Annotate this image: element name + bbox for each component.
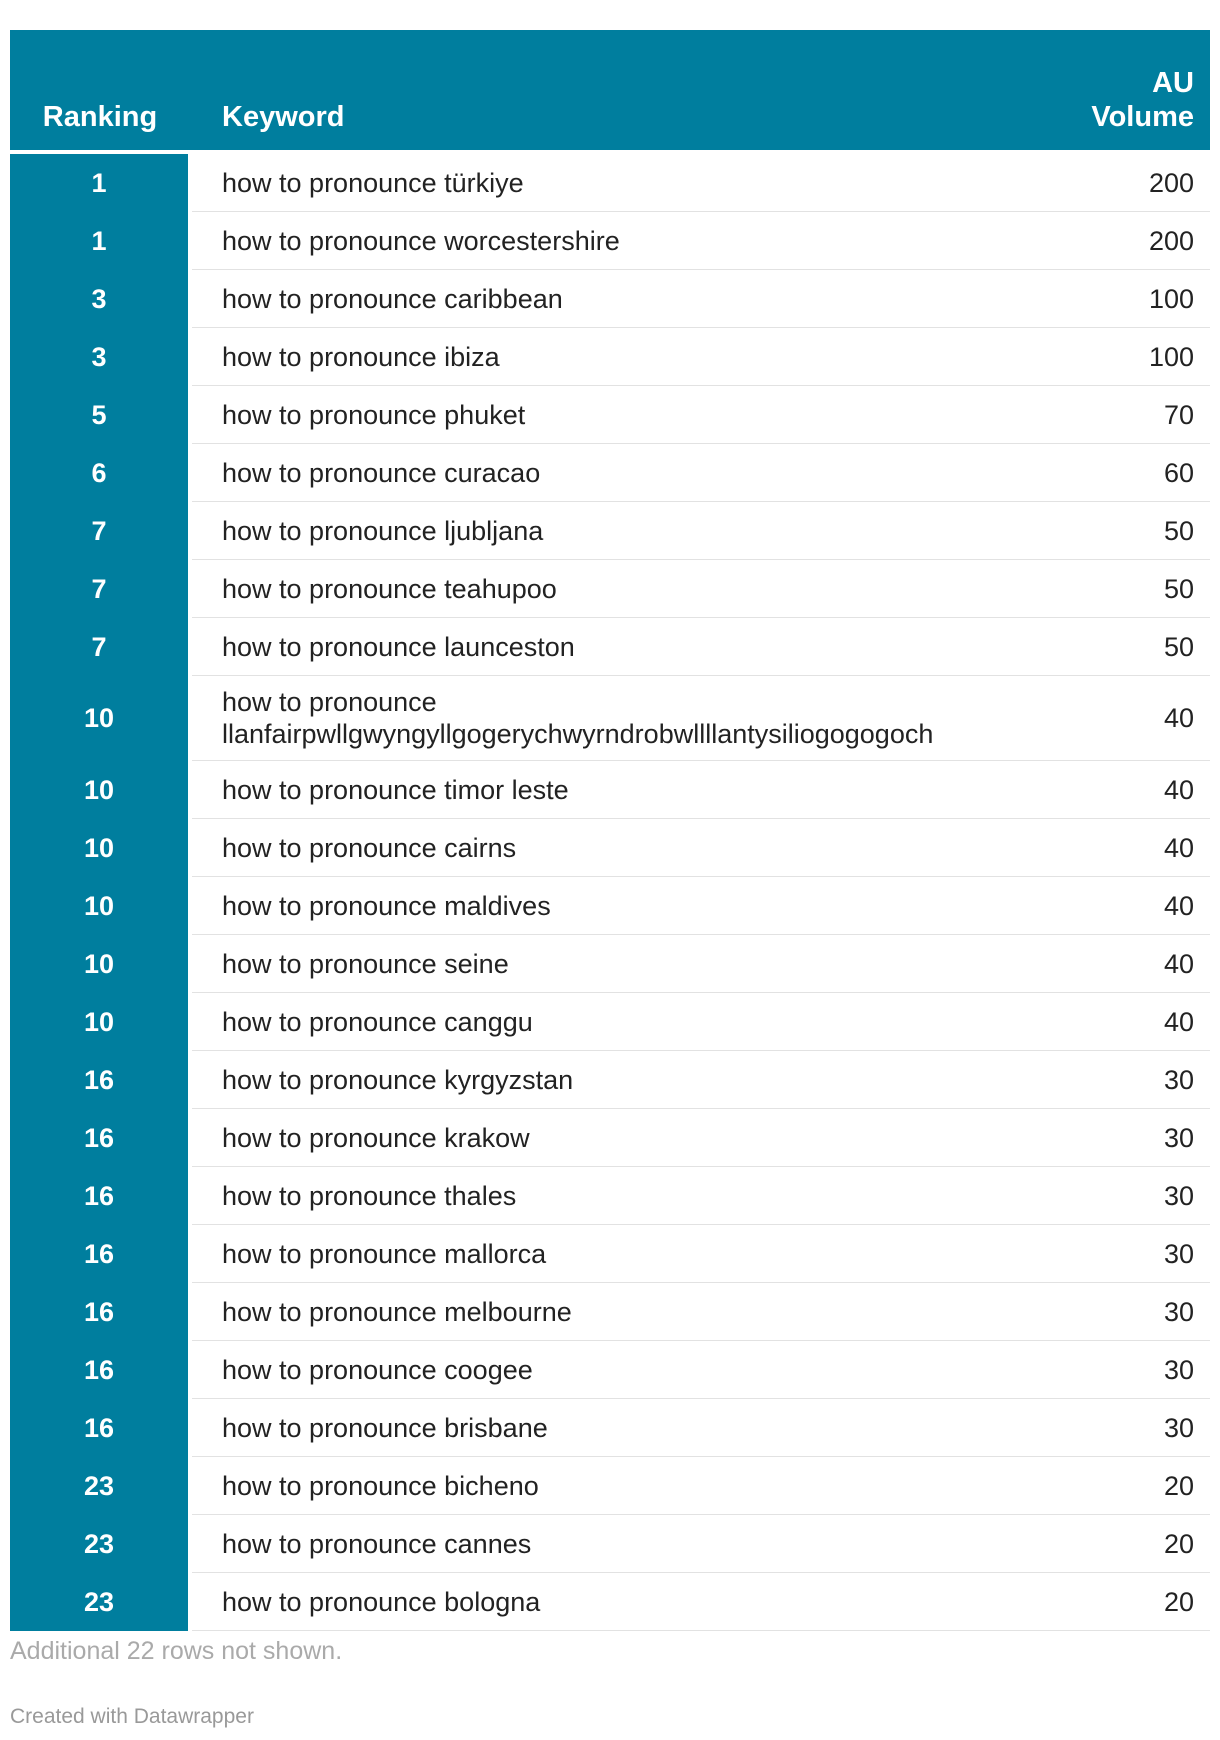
keyword-cell: how to pronounce thales xyxy=(190,1167,1040,1225)
table-row xyxy=(10,1457,1210,1515)
volume-cell: 20 xyxy=(1040,1573,1210,1631)
keyword-cell: how to pronounce caribbean xyxy=(190,270,1040,328)
keyword-cell: how to pronounce bicheno xyxy=(190,1457,1040,1515)
volume-cell: 100 xyxy=(1040,328,1210,386)
keyword-cell: how to pronounce teahupoo xyxy=(190,560,1040,618)
table-header xyxy=(10,30,1210,152)
rank-cell: 10 xyxy=(10,935,190,993)
keyword-cell: how to pronounce maldives xyxy=(190,877,1040,935)
keyword-cell: how to pronounce phuket xyxy=(190,386,1040,444)
volume-cell: 40 xyxy=(1040,993,1210,1051)
rank-cell: 1 xyxy=(10,212,190,270)
keyword-cell: how to pronounce brisbane xyxy=(190,1399,1040,1457)
keyword-cell: how to pronounce launceston xyxy=(190,618,1040,676)
table-row xyxy=(10,1051,1210,1109)
keyword-table-container xyxy=(10,30,1210,1631)
table-row xyxy=(10,270,1210,328)
rank-cell: 10 xyxy=(10,761,190,819)
table-row xyxy=(10,1515,1210,1573)
keyword-table xyxy=(10,30,1210,1631)
column-header-ranking[interactable]: Ranking xyxy=(42,101,158,133)
volume-cell: 50 xyxy=(1040,502,1210,560)
rows-not-shown-note: Additional 22 rows not shown. xyxy=(10,1637,343,1665)
keyword-cell: how to pronounce kyrgyzstan xyxy=(190,1051,1040,1109)
rank-cell: 23 xyxy=(10,1573,190,1631)
table-row xyxy=(10,1283,1210,1341)
volume-cell: 100 xyxy=(1040,270,1210,328)
table-row xyxy=(10,993,1210,1051)
keyword-cell: how to pronounce ibiza xyxy=(190,328,1040,386)
volume-cell: 70 xyxy=(1040,386,1210,444)
keyword-cell: how to pronounce timor leste xyxy=(190,761,1040,819)
rank-cell: 16 xyxy=(10,1167,190,1225)
keyword-cell: how to pronounce melbourne xyxy=(190,1283,1040,1341)
table-row xyxy=(10,935,1210,993)
volume-cell: 30 xyxy=(1040,1225,1210,1283)
keyword-cell: how to pronounce seine xyxy=(190,935,1040,993)
rank-cell: 3 xyxy=(10,270,190,328)
volume-cell: 50 xyxy=(1040,560,1210,618)
volume-cell: 40 xyxy=(1040,935,1210,993)
keyword-cell: how to pronounce mallorca xyxy=(190,1225,1040,1283)
rank-cell: 3 xyxy=(10,328,190,386)
rank-cell: 16 xyxy=(10,1399,190,1457)
volume-cell: 40 xyxy=(1040,676,1210,761)
volume-cell: 30 xyxy=(1040,1341,1210,1399)
rank-cell: 7 xyxy=(10,618,190,676)
rank-cell: 7 xyxy=(10,502,190,560)
datawrapper-credit: Created with Datawrapper xyxy=(10,1705,254,1728)
table-row xyxy=(10,676,1210,761)
table-row xyxy=(10,1225,1210,1283)
keyword-cell: how to pronounce curacao xyxy=(190,444,1040,502)
volume-cell: 50 xyxy=(1040,618,1210,676)
table-row xyxy=(10,328,1210,386)
volume-cell: 30 xyxy=(1040,1109,1210,1167)
volume-cell: 200 xyxy=(1040,152,1210,212)
rank-cell: 10 xyxy=(10,819,190,877)
rank-cell: 10 xyxy=(10,877,190,935)
volume-cell: 20 xyxy=(1040,1515,1210,1573)
rank-cell: 16 xyxy=(10,1109,190,1167)
table-row xyxy=(10,1573,1210,1631)
table-row xyxy=(10,1341,1210,1399)
rank-cell: 16 xyxy=(10,1341,190,1399)
table-row xyxy=(10,618,1210,676)
rank-cell: 7 xyxy=(10,560,190,618)
table-row xyxy=(10,502,1210,560)
table-row xyxy=(10,877,1210,935)
rank-cell: 23 xyxy=(10,1515,190,1573)
table-row xyxy=(10,560,1210,618)
rank-cell: 16 xyxy=(10,1283,190,1341)
volume-cell: 40 xyxy=(1040,761,1210,819)
table-row xyxy=(10,1109,1210,1167)
header-row xyxy=(10,30,1210,152)
table-row xyxy=(10,1167,1210,1225)
volume-cell: 30 xyxy=(1040,1051,1210,1109)
keyword-cell: how to pronounce türkiye xyxy=(190,152,1040,212)
keyword-cell: how to pronounce krakow xyxy=(190,1109,1040,1167)
rank-cell: 1 xyxy=(10,152,190,212)
rank-cell: 10 xyxy=(10,993,190,1051)
volume-cell: 40 xyxy=(1040,819,1210,877)
keyword-cell: how to pronounce cannes xyxy=(190,1515,1040,1573)
volume-cell: 30 xyxy=(1040,1283,1210,1341)
rank-cell: 10 xyxy=(10,676,190,761)
keyword-cell: how to pronounce cairns xyxy=(190,819,1040,877)
keyword-cell: how to pronounce canggu xyxy=(190,993,1040,1051)
keyword-cell: how to pronounce ljubljana xyxy=(190,502,1040,560)
rank-cell: 23 xyxy=(10,1457,190,1515)
table-row xyxy=(10,761,1210,819)
rank-cell: 6 xyxy=(10,444,190,502)
rank-cell: 16 xyxy=(10,1051,190,1109)
volume-cell: 200 xyxy=(1040,212,1210,270)
column-header-au-volume[interactable]: AU Volume xyxy=(1091,67,1194,133)
volume-cell: 30 xyxy=(1040,1399,1210,1457)
table-row xyxy=(10,152,1210,212)
volume-cell: 30 xyxy=(1040,1167,1210,1225)
table-body xyxy=(10,152,1210,1631)
keyword-cell: how to pronounce bologna xyxy=(190,1573,1040,1631)
keyword-cell: how to pronounce coogee xyxy=(190,1341,1040,1399)
volume-cell: 20 xyxy=(1040,1457,1210,1515)
table-row xyxy=(10,1399,1210,1457)
table-row xyxy=(10,212,1210,270)
rank-cell: 5 xyxy=(10,386,190,444)
table-row xyxy=(10,819,1210,877)
column-header-keyword[interactable]: Keyword xyxy=(222,101,345,133)
keyword-cell: how to pronounce worcestershire xyxy=(190,212,1040,270)
volume-cell: 40 xyxy=(1040,877,1210,935)
rank-cell: 16 xyxy=(10,1225,190,1283)
volume-cell: 60 xyxy=(1040,444,1210,502)
keyword-cell: how to pronounce llanfairpwllgwyngyllgogerychwyrndrobwllllantysiliogogogoch xyxy=(190,676,1040,761)
table-row xyxy=(10,444,1210,502)
table-row xyxy=(10,386,1210,444)
